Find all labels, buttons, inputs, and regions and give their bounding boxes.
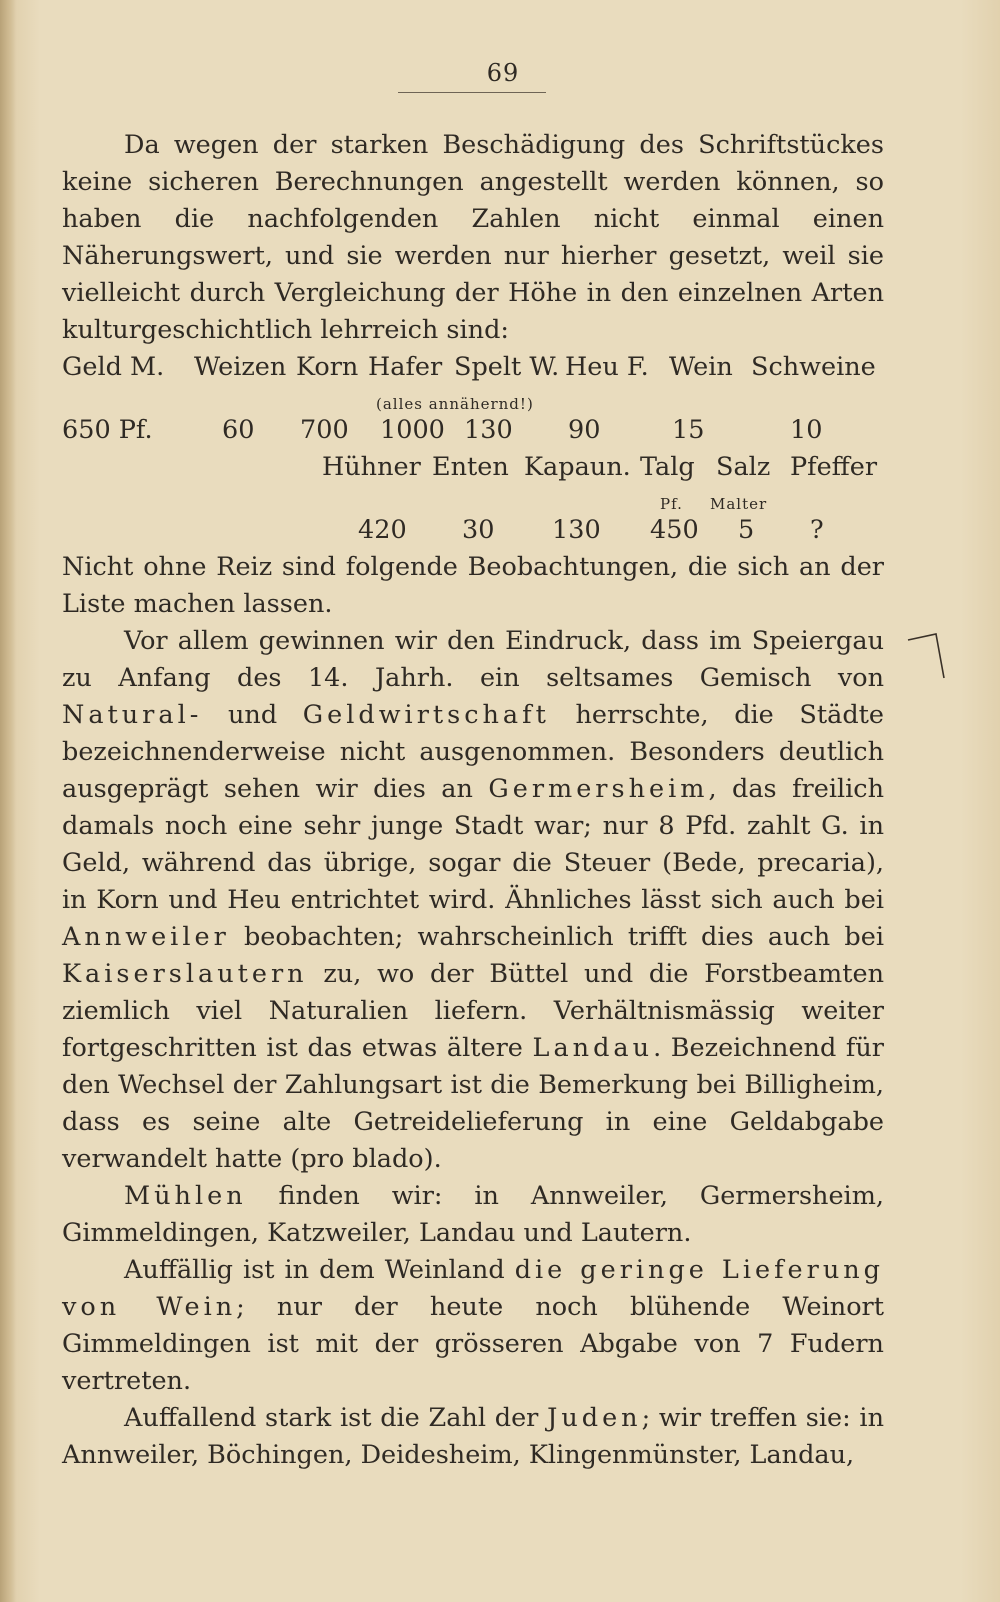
economy-text-7: . Bezeichnend für den Wechsel der Zahlungsart ist die Bemerkung bei Billigheim, dass es seine alte Getreidelieferung in eine Geldabgabe verwandelt hatte (pro blado). — [62, 1033, 884, 1174]
wine-text-2: ; nur der heute noch blühende Weinort Gimmeldingen ist mit der grösseren Abgabe von 7 Fudern vertreten. — [62, 1292, 884, 1396]
table1-value-row — [62, 412, 884, 449]
table2-value-huehner: 420 — [358, 515, 407, 545]
page-number: 69 — [486, 59, 520, 87]
table2-header-talg: Talg — [640, 452, 695, 482]
table2-value-enten: 30 — [462, 515, 495, 545]
table2-unit-malter: Malter — [710, 495, 768, 513]
table1-header-korn: Korn — [296, 352, 359, 382]
table1-header-heu: Heu F. — [565, 352, 649, 382]
table1-header-row — [62, 349, 884, 386]
mills-text-1: finden wir: in Annweiler, Germersheim, Gimmeldingen, Katzweiler, Landau und Lautern. — [62, 1181, 884, 1248]
economy-text-5: beobachten; wahrscheinlich trifft dies auch bei — [229, 922, 884, 952]
table2-value-pfeffer: ? — [810, 515, 824, 545]
economy-spaced-annweiler: Annweiler — [62, 922, 230, 952]
economy-spaced-landau: Landau — [532, 1033, 654, 1063]
table2-header-huehner: Hühner — [322, 452, 421, 482]
jews-spaced-juden: Juden — [547, 1403, 642, 1433]
jews-text-1: Auffallend stark ist die Zahl der — [124, 1403, 548, 1433]
economy-spaced-geld: Geldwirtschaft — [302, 700, 550, 730]
table1-note-row — [62, 386, 884, 412]
jews-text-2: ; wir treffen sie: in Annweiler, Böchingen, Deidesheim, Klingenmünster, Landau, — [62, 1403, 884, 1470]
paragraph-observations-intro: Nicht ohne Reiz sind folgende Beobachtungen, die sich an der Liste machen lassen. — [62, 552, 884, 619]
table1-value-spelt: 130 — [464, 415, 513, 445]
tribute-table-1 — [62, 349, 884, 449]
table1-value-heu: 90 — [568, 415, 601, 445]
table2-value-row — [62, 512, 884, 549]
economy-text-6: zu, wo der Büttel und die Forstbeamten ziemlich viel Naturalien liefern. Verhältnismässig weiter fortgeschritten ist das etwas ältere — [62, 959, 884, 1063]
paragraph-intro: Da wegen der starken Beschädigung des Schriftstückes keine sicheren Berechnungen angestellt werden können, so haben die nachfolgenden Zahlen nicht einmal einen Näherungswert, und sie werden nur hierher gesetzt, weil sie vielleicht durch Vergleichung der Höhe in den einzelnen Arten kulturgeschichtlich lehrreich sind: — [62, 130, 884, 345]
table1-value-wein: 15 — [672, 415, 705, 445]
economy-spaced-natural: Natural- — [62, 700, 203, 730]
economy-text-1: Vor allem gewinnen wir den Eindruck, dass im Speiergau zu Anfang des 14. Jahrh. ein seltsames Gemisch von — [62, 626, 884, 693]
economy-spaced-germersheim: Germersheim — [488, 774, 709, 804]
header-rule — [398, 92, 546, 93]
wine-text-1: Auffällig ist in dem Weinland — [124, 1255, 515, 1285]
page-binding-edge — [0, 0, 16, 1602]
table2-unit-row — [62, 486, 884, 512]
table1-value-schweine: 10 — [790, 415, 823, 445]
table1-value-korn: 700 — [300, 415, 349, 445]
table2-header-row — [62, 449, 884, 486]
table1-value-weizen: 60 — [222, 415, 255, 445]
margin-bracket-mark — [906, 632, 950, 680]
table1-note: (alles annähernd!) — [376, 395, 534, 413]
page-content — [62, 58, 884, 1474]
table1-header-wein: Wein — [669, 352, 733, 382]
table2-header-pfeffer: Pfeffer — [790, 452, 878, 482]
tribute-table-2 — [62, 449, 884, 549]
paragraph-jews — [62, 1400, 884, 1474]
paragraph-mills — [62, 1178, 884, 1252]
table1-value-geld: 650 Pf. — [62, 415, 153, 445]
paragraph-wine — [62, 1252, 884, 1400]
table2-value-talg: 450 — [650, 515, 699, 545]
table1-header-hafer: Hafer — [368, 352, 443, 382]
table2-value-kapaun: 130 — [552, 515, 601, 545]
table1-header-spelt: Spelt W. — [454, 352, 560, 382]
table2-header-kapaun: Kapaun. — [524, 452, 631, 482]
table1-header-geld: Geld M. — [62, 352, 165, 382]
table2-value-salz: 5 — [738, 515, 755, 545]
table1-header-weizen: Weizen — [194, 352, 287, 382]
economy-spaced-kaiserslautern: Kaiserslautern — [62, 959, 308, 989]
wine-spaced-lieferung: die geringe Lieferung von Wein — [62, 1255, 884, 1322]
mills-spaced-muehlen: Mühlen — [124, 1181, 247, 1211]
table2-unit-pf: Pf. — [660, 495, 683, 513]
table2-header-enten: Enten — [432, 452, 509, 482]
table1-value-hafer: 1000 — [380, 415, 445, 445]
paragraph-economy — [62, 623, 884, 1178]
economy-text-3: herrschte, die Städte bezeichnenderweise nicht ausgenommen. Besonders deutlich ausgeprägt sehen wir dies an — [62, 700, 884, 804]
economy-text-2: und — [202, 700, 303, 730]
table1-header-schweine: Schweine — [751, 352, 876, 382]
table2-header-salz: Salz — [716, 452, 771, 482]
economy-text-4: , das freilich damals noch eine sehr junge Stadt war; nur 8 Pfd. zahlt G. in Geld, während das übrige, sogar die Steuer (Bede, precaria), in Korn und Heu entrichtet wird. Ähnliches lässt sich auch bei — [62, 774, 884, 915]
